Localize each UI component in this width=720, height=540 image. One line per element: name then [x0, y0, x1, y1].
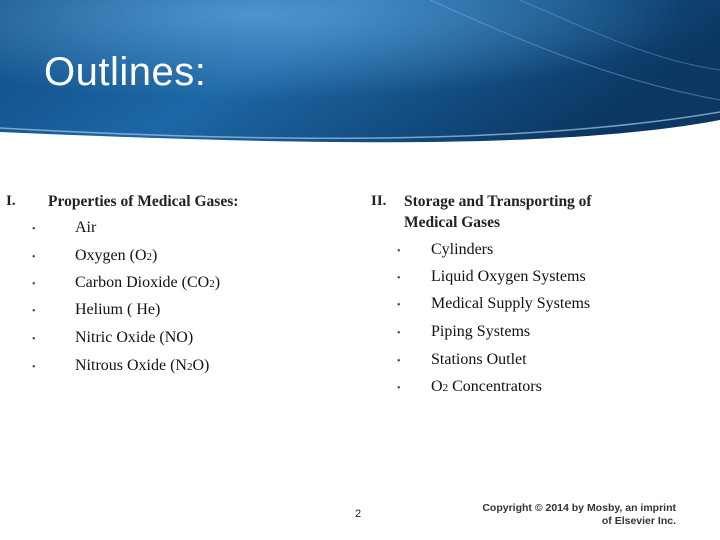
section-heading-2: Storage and Transporting of Medical Gases [404, 193, 592, 231]
copyright-notice: Copyright © 2014 by Mosby, an imprint of Elsevier Inc. [482, 502, 676, 527]
list-item: Carbon Dioxide (CO2) [75, 274, 221, 291]
bullet: • [397, 328, 401, 339]
bullet: • [397, 300, 401, 311]
title-banner [0, 0, 720, 150]
section-number-2: II. [371, 193, 387, 209]
list-item: Liquid Oxygen Systems [431, 268, 586, 285]
bullet: • [32, 334, 36, 345]
bullet: • [32, 224, 36, 235]
bullet: • [32, 279, 36, 290]
list-item: Piping Systems [431, 323, 531, 340]
bullet: • [32, 362, 36, 373]
bullet: • [397, 273, 401, 284]
bullet: • [32, 306, 36, 317]
bullet: • [397, 246, 401, 257]
list-item: Air [75, 219, 97, 236]
page-title: Outlines: [44, 50, 207, 94]
list-item: O2 Concentrators [431, 378, 542, 395]
section-heading-1: Properties of Medical Gases: [48, 193, 239, 210]
list-item: Nitric Oxide (NO) [75, 329, 194, 346]
page-number: 2 [355, 508, 362, 520]
list-item: Cylinders [431, 241, 494, 258]
bullet: • [397, 383, 401, 394]
list-item: Helium ( He) [75, 301, 161, 318]
list-item: Oxygen (O2) [75, 247, 158, 264]
bullet: • [397, 356, 401, 367]
list-item: Medical Supply Systems [431, 295, 591, 312]
section-number-1: I. [6, 193, 16, 209]
bullet: • [32, 252, 36, 263]
list-item: Nitrous Oxide (N2O) [75, 357, 210, 374]
list-item: Stations Outlet [431, 351, 527, 368]
